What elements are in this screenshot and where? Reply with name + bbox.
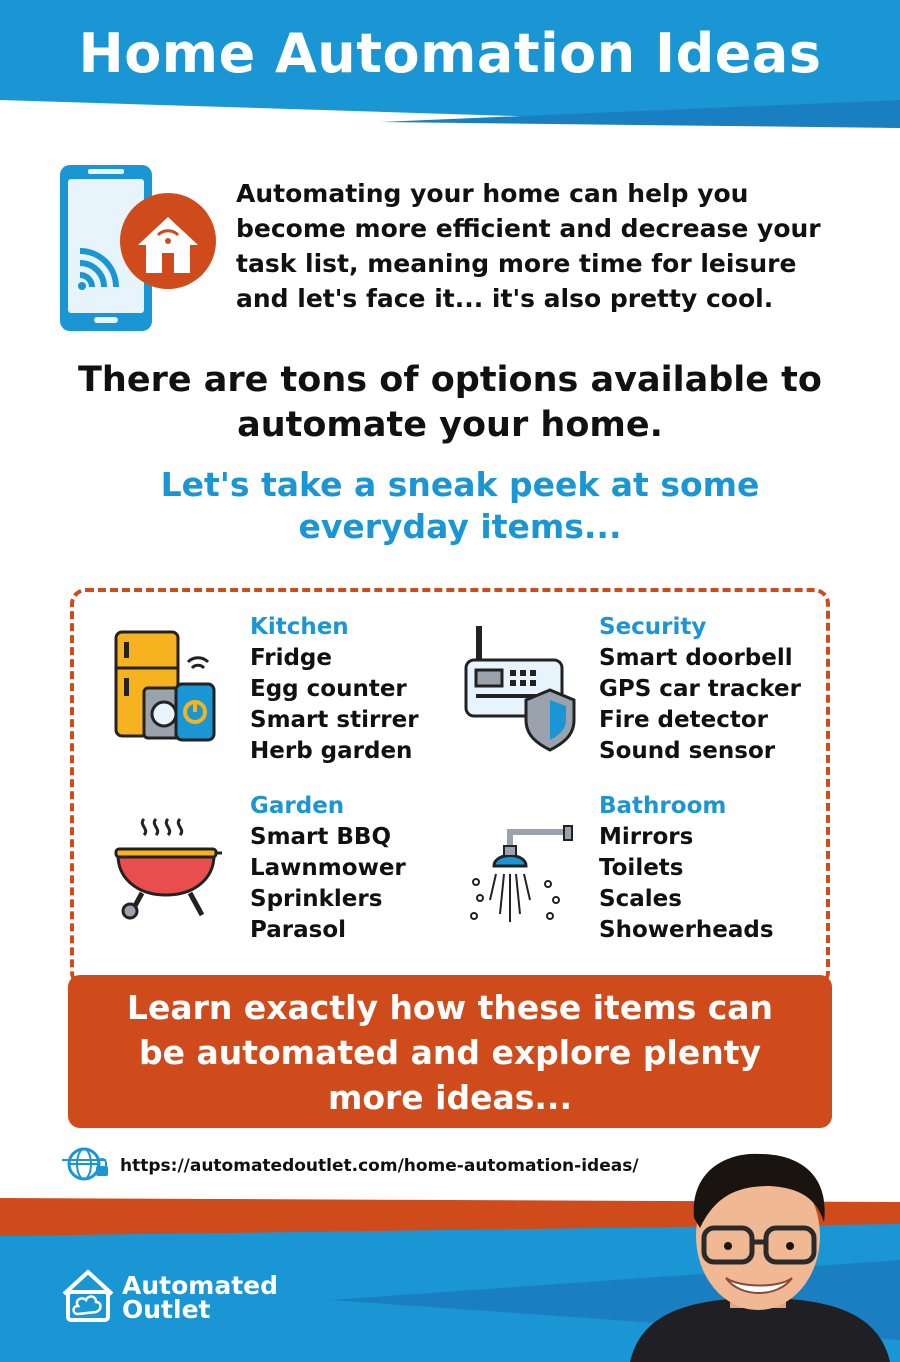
globe-lock-icon [62, 1146, 112, 1186]
header-banner [0, 0, 900, 140]
smartphone-smart-home-icon [58, 165, 218, 335]
intro-line: Automating your home can help you [236, 179, 749, 208]
page-title: Home Automation Ideas [78, 22, 822, 85]
category-garden [250, 791, 406, 946]
subhead-line: Let's take a sneak peek at some [160, 465, 760, 504]
intro-line: and let's face it... it's also pretty cool. [236, 284, 774, 313]
logo-line: Outlet [122, 1295, 211, 1324]
category-item: Smart BBQ [250, 824, 392, 850]
page-url-link[interactable]: https://automatedoutlet.com/home-automation-ideas/ [120, 1156, 639, 1176]
subhead-line: everyday items... [298, 507, 622, 546]
headline-line: automate your home. [237, 405, 663, 445]
category-item: Fire detector [599, 707, 768, 733]
headline [30, 358, 870, 448]
security-panel-shield-icon [462, 624, 582, 756]
kitchen-appliances-icon [112, 628, 220, 748]
url-row[interactable] [62, 1148, 639, 1184]
category-item: Showerheads [599, 917, 774, 943]
category-item: Fridge [250, 645, 332, 671]
subheadline [30, 464, 890, 548]
category-title: Garden [250, 793, 345, 819]
category-item: Mirrors [599, 824, 694, 850]
intro-line: become more efficient and decrease your [236, 214, 821, 243]
category-item: Scales [599, 886, 682, 912]
logo-line: Automated [122, 1271, 278, 1300]
category-title: Security [599, 614, 707, 640]
category-item: Lawnmower [250, 855, 406, 881]
call-to-action-banner[interactable] [68, 975, 832, 1128]
bbq-grill-icon [112, 815, 222, 925]
showerhead-icon [466, 822, 576, 936]
category-item: Sound sensor [599, 738, 776, 764]
category-item: Smart doorbell [599, 645, 793, 671]
cta-line: be automated and explore plenty [138, 1033, 761, 1072]
category-bathroom [599, 791, 774, 946]
author-portrait-image [620, 1148, 900, 1362]
intro-paragraph [236, 176, 876, 316]
category-title: Bathroom [599, 793, 727, 819]
category-item: Egg counter [250, 676, 407, 702]
category-item: Herb garden [250, 738, 413, 764]
cta-line: Learn exactly how these items can [126, 988, 774, 1027]
cta-line: more ideas... [327, 1078, 573, 1117]
category-item: Parasol [250, 917, 346, 943]
logo-wordmark [122, 1271, 278, 1324]
category-item: GPS car tracker [599, 676, 801, 702]
intro-line: task list, meaning more time for leisure [236, 249, 797, 278]
category-security [599, 612, 801, 767]
category-item: Toilets [599, 855, 684, 881]
category-kitchen [250, 612, 419, 767]
category-item: Smart stirrer [250, 707, 419, 733]
brain-house-icon [60, 1268, 116, 1328]
category-title: Kitchen [250, 614, 349, 640]
headline-line: There are tons of options available to [78, 360, 822, 400]
automated-outlet-logo[interactable] [60, 1268, 278, 1328]
category-item: Sprinklers [250, 886, 383, 912]
